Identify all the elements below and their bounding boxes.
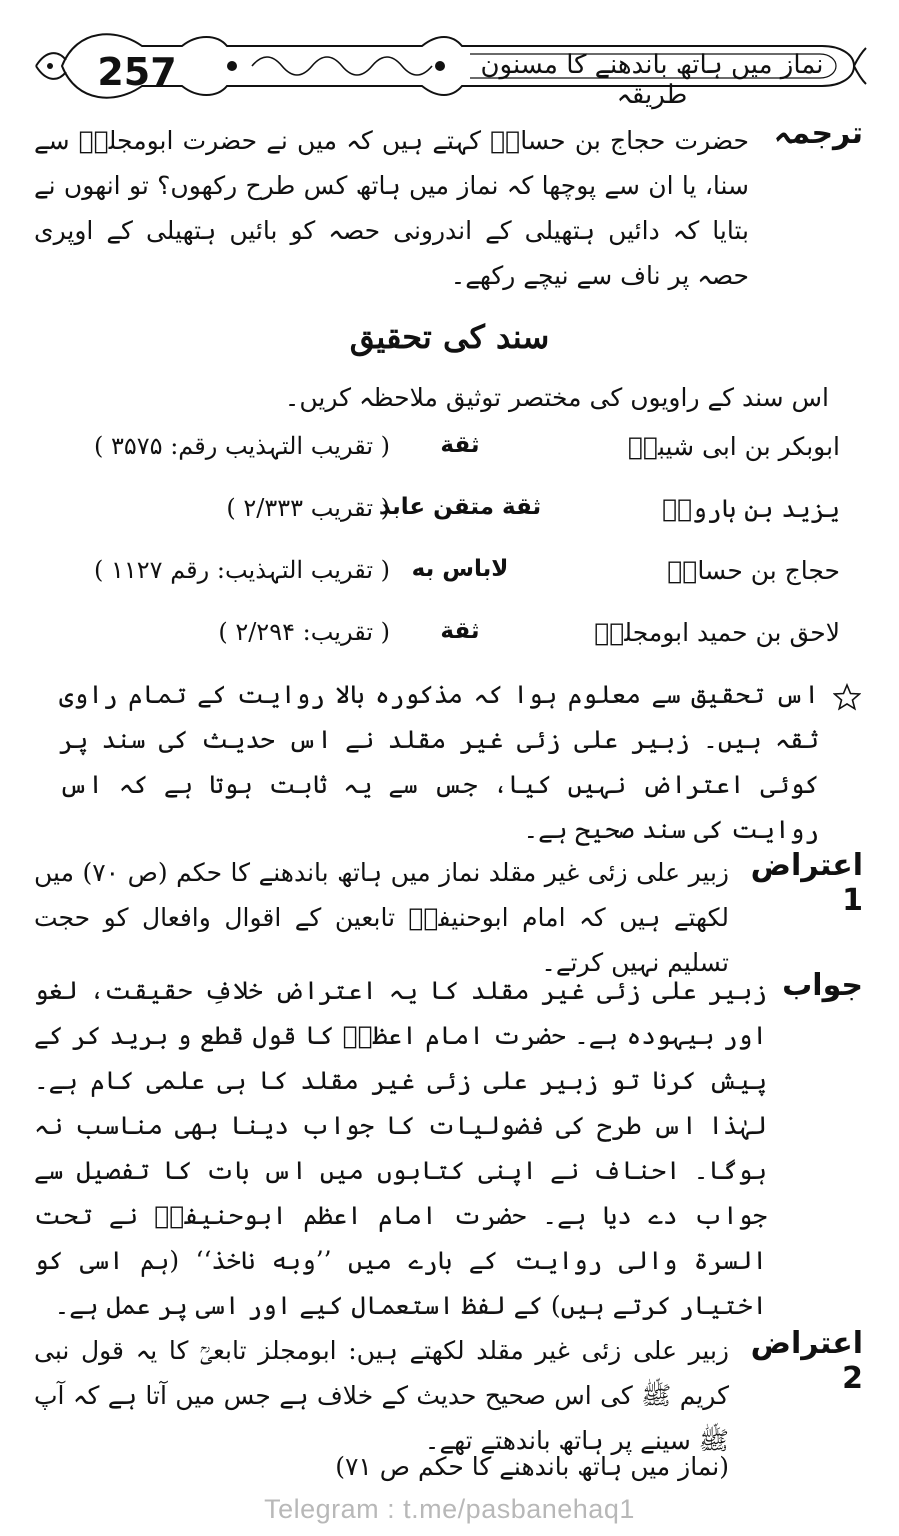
narrator-name: لاحق بن حمید ابومجلزؒ (594, 618, 840, 647)
objection1-label: اعتراض 1 (750, 848, 863, 918)
narrator-grade: ثقة متقن عابد (378, 494, 542, 520)
translation-text: حضرت حجاج بن حسانؒ کہتے ہیں کہ میں نے حضرت ابومجلزؒ سے سنا، یا ان سے پوچھا کہ نماز میں ہاتھ کس طرح رکھوں؟ تو انھوں نے بتایا کہ دائیں ہتھیلی کے اندرونی حصہ کو بائیں ہتھیلی کے اوپری حصہ پر ناف سے نیچے رکھے۔ (34, 126, 749, 290)
narrator-name: ابوبکر بن ابی شیبہؒ (628, 432, 840, 461)
narrator-row (70, 494, 840, 556)
answer1-text: زبیر علی زئی غیر مقلد کا یہ اعتراض خلافِ حقیقت، لغو اور بیہودہ ہے۔ حضرت امام اعظمؒ کا قول قطع و برید کر کے پیش کرنا تو زبیر علی زئی غیر مقلد کا ہی علمی کام ہے۔ لہٰذا اس طرح کی فضولیات کا جواب دینا بھی مناسب نہ ہوگا۔ احناف نے اپنی کتابوں میں اس بات کا تفصیل سے جواب دے دیا ہے۔ حضرت امام اعظم ابوحنیفہؒ نے تحت السرة والی روایت کے بارے میں ’’وبه ناخذ‘‘ (ہم اسی کو اختیار کرتے ہیں) کے لفظ استعمال کیے اور اسی پر عمل ہے۔ (34, 976, 767, 1320)
narrator-name: یزید بن ہارونؒ (662, 494, 840, 523)
objection2-text: زبیر علی زئی غیر مقلد لکھتے ہیں: ابومجلز تابعیؒ کا یہ قول نبی کریم ﷺ کی اس صحیح حدیث کے خلاف ہے جس میں آتا ہے کہ آپ ﷺ سینے پر ہاتھ باندھتے تھے۔ (34, 1336, 729, 1455)
narrator-name: حجاج بن حسانؒ (667, 556, 840, 585)
running-title: نماز میں ہاتھ باندھنے کا مسنون طریقہ (480, 50, 824, 110)
sanad-heading: سند کی تحقیق (349, 318, 550, 356)
objection2-citation: (نماز میں ہاتھ باندھنے کا حکم ص ۷۱) (335, 1452, 729, 1481)
narrator-reference: ( تقریب ۲/۳۳۳ ) (226, 494, 390, 522)
answer1-label: جواب (782, 968, 863, 1003)
sanad-conclusion: اس تحقیق سے معلوم ہوا کہ مذکورہ بالا روایت کے تمام راوی ثقہ ہیں۔ زبیر علی زئی غیر مقلد نے اس حدیث کی سند پر کوئی اعتراض نہیں کیا، جس سے یہ ثابت ہوتا ہے کہ اس روایت کی سند صحیح ہے۔ (59, 680, 819, 844)
objection2-label: اعتراض 2 (750, 1326, 863, 1396)
narrator-reference: ( تقریب التہذیب: رقم ۱۱۲۷ ) (94, 556, 390, 584)
narrator-reference: ( تقریب: ۲/۲۹۴ ) (218, 618, 390, 646)
narrator-grade: ثقة (440, 432, 480, 458)
telegram-watermark: Telegram : t.me/pasbanehaq1 (264, 1494, 635, 1524)
translation-label: ترجمہ (773, 116, 863, 151)
objection1-text: زبیر علی زئی غیر مقلد نماز میں ہاتھ باندھنے کا حکم (ص ۷۰) میں لکھتے ہیں کہ امام ابوحنیفہؒ تابعین کے اقوال وافعال کو حجت تسلیم نہیں کرتے۔ (34, 858, 729, 977)
narrator-table (70, 432, 840, 680)
narrator-grade: ثقة (440, 618, 480, 644)
star-bullet-icon (833, 683, 861, 711)
page-number: 257 (97, 50, 177, 94)
narrator-row (70, 432, 840, 494)
narrator-row (70, 556, 840, 618)
narrator-row (70, 618, 840, 680)
narrator-grade: لاباس به (411, 556, 509, 582)
sanad-intro: اس سند کے راویوں کی مختصر توثیق ملاحظہ کریں۔ (284, 383, 829, 412)
page-header (22, 20, 867, 112)
narrator-reference: ( تقریب التہذیب رقم: ۳۵۷۵ ) (94, 432, 390, 460)
